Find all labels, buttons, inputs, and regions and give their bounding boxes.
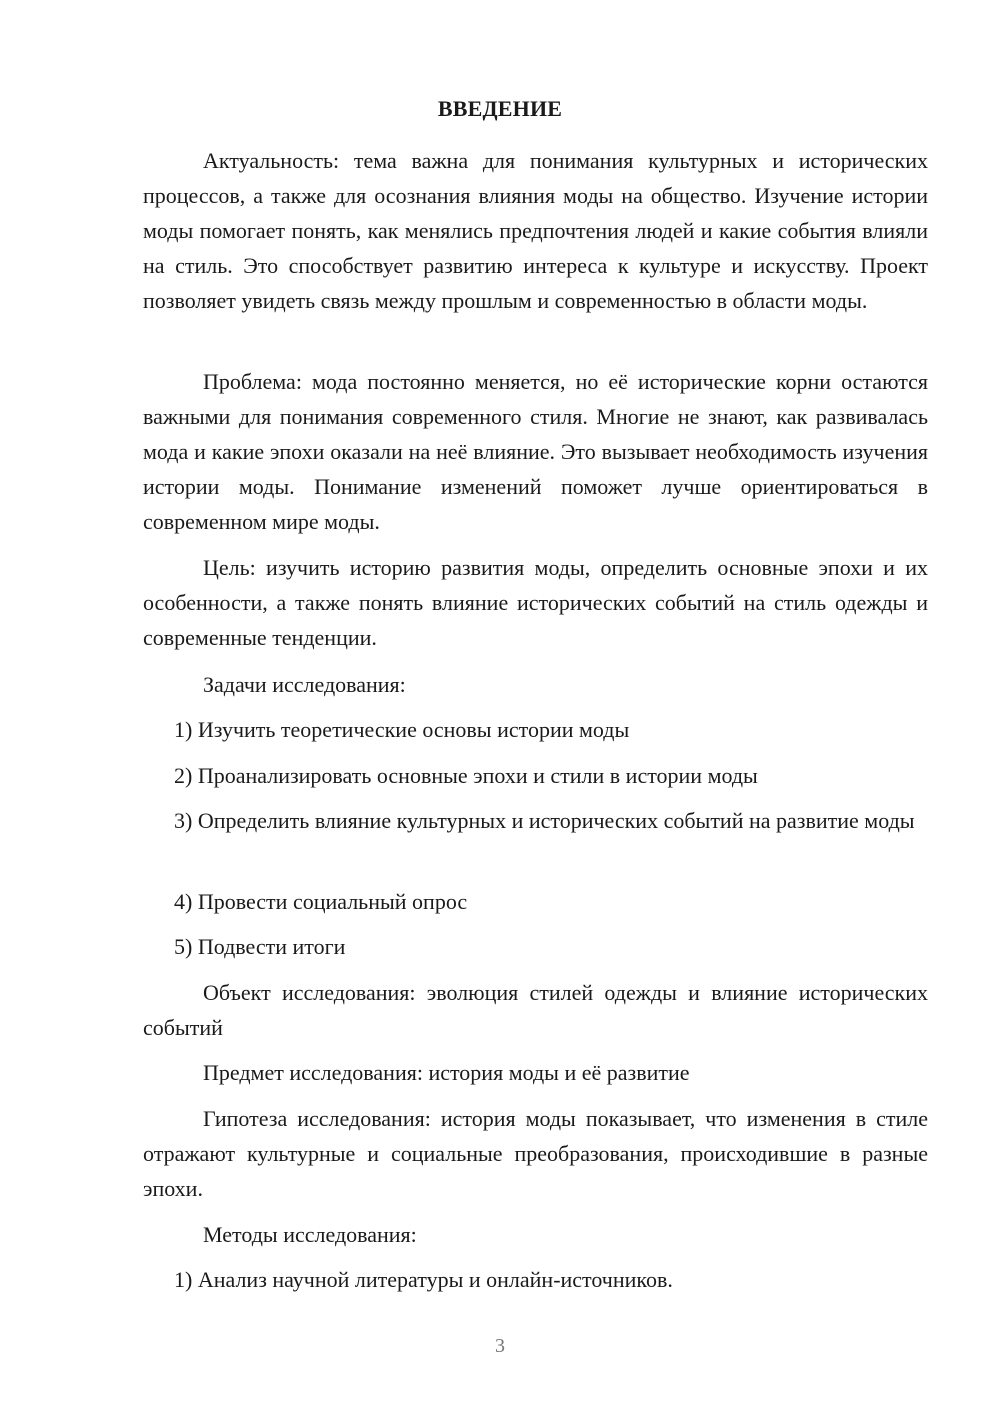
paragraph-goal: Цель: изучить историю развития моды, определить основные эпохи и их особенности, а также понять влияние исторических событий на стиль одежды и современные тенденции. [143,555,928,650]
paragraph-object: Объект исследования: эволюция стилей одежды и влияние исторических событий [143,980,928,1040]
task-item-5: 5) Подвести итоги [174,934,346,959]
task-item-2: 2) Проанализировать основные эпохи и стили в истории моды [174,763,758,788]
task-item-4: 4) Провести социальный опрос [174,889,468,914]
paragraph-problem: Проблема: мода постоянно меняется, но её исторические корни остаются важными для понимания современного стиля. Многие не знают, как развивалась мода и какие эпохи оказали на неё влияние. Это вызывает необходимость изучения истории моды. Понимание изменений поможет лучше ориентироваться в современном мире моды. [143,369,928,534]
paragraph-hypothesis: Гипотеза исследования: история моды показывает, что изменения в стиле отражают культурные и социальные преобразования, происходившие в разные эпохи. [143,1106,928,1201]
paragraph-subject: Предмет исследования: история моды и её развитие [203,1060,690,1085]
tasks-heading: Задачи исследования: [203,672,406,697]
methods-heading: Методы исследования: [203,1222,417,1247]
task-item-1: 1) Изучить теоретические основы истории моды [174,717,630,742]
task-item-3: 3) Определить влияние культурных и исторических событий на развитие моды [174,808,915,833]
section-heading: ВВЕДЕНИЕ [437,96,563,121]
page-number: 3 [495,1335,505,1357]
method-item-1: 1) Анализ научной литературы и онлайн-источников. [174,1267,673,1292]
paragraph-relevance: Актуальность: тема важна для понимания культурных и исторических процессов, а также для осознания влияния моды на общество. Изучение истории моды помогает понять, как менялись предпочтения людей и какие события влияли на стиль. Это способствует развитию интереса к культуре и искусству. Проект позволяет увидеть связь между прошлым и современностью в области моды. [143,148,928,313]
